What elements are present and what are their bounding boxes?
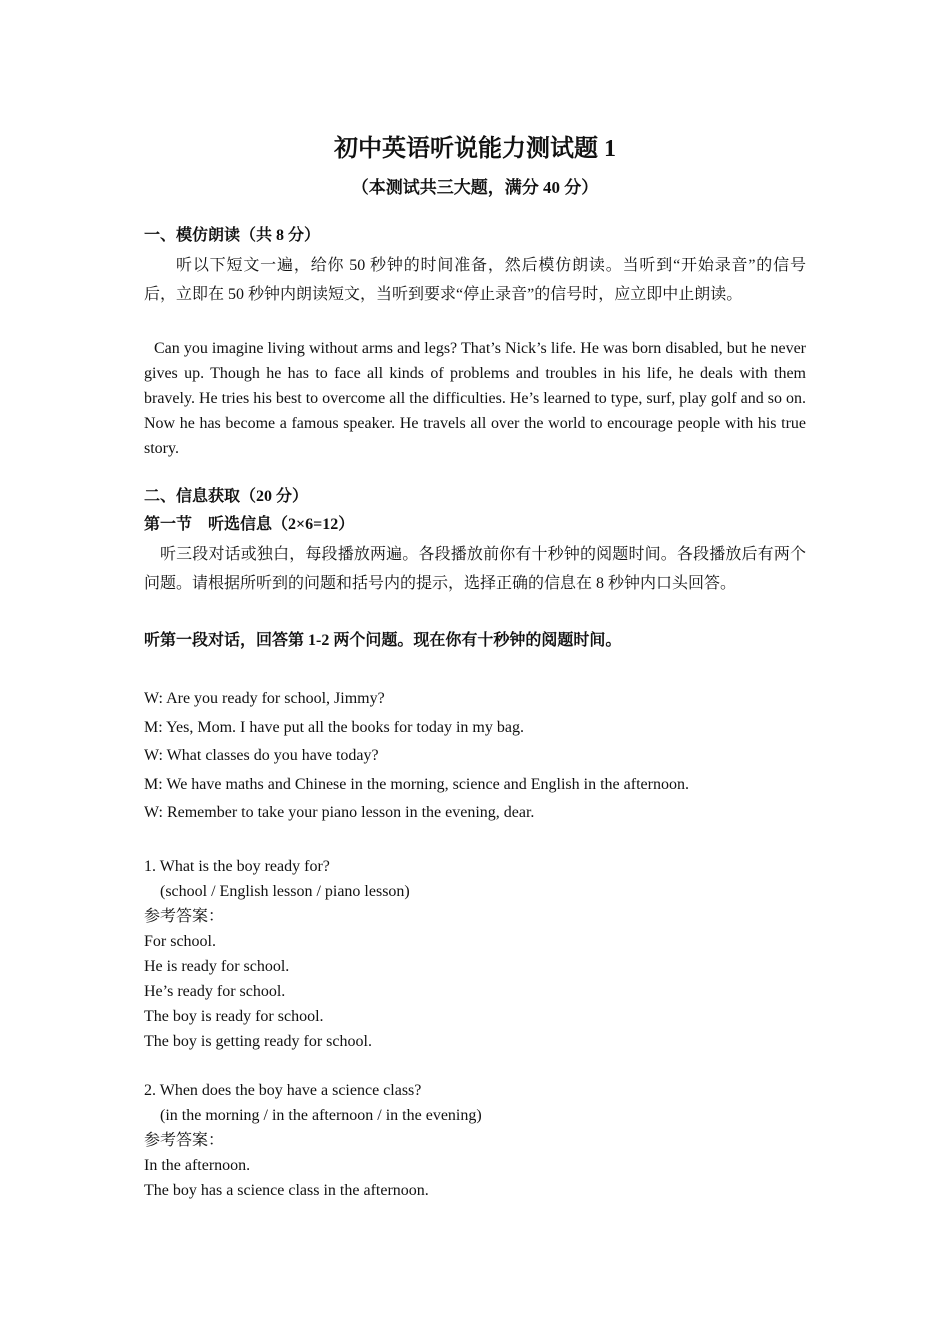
dialogue-line: W: Remember to take your piano lesson in the evening, dear.	[144, 804, 535, 821]
dialogue-line: W: What classes do you have today?	[144, 747, 379, 764]
part2-heading: 二、信息获取（20 分）	[144, 488, 309, 505]
part1-heading: 一、模仿朗读（共 8 分）	[144, 227, 321, 244]
part2-section1-instruction: 听三段对话或独白，每段播放两遍。各段播放前你有十秒钟的阅题时间。各段播放后有两个问题。请根据所听到的问题和括号内的提示，选择正确的信息在 8 秒钟内口头回答。	[144, 546, 806, 592]
question-1-answer: He is ready for school.	[144, 958, 290, 975]
part1-instruction: 听以下短文一遍，给你 50 秒钟的时间准备，然后模仿朗读。当听到“开始录音”的信号后，立即在 50 秒钟内朗读短文，当听到要求“停止录音”的信号时，应立即中止朗读。	[144, 257, 806, 303]
page-title: 初中英语听说能力测试题 1	[334, 136, 616, 162]
dialogue-line: M: We have maths and Chinese in the morning, science and English in the afternoon.	[144, 776, 689, 793]
dialogue-line: M: Yes, Mom. I have put all the books for today in my bag.	[144, 719, 524, 736]
dialogue1-prompt: 听第一段对话，回答第 1-2 两个问题。现在你有十秒钟的阅题时间。	[144, 632, 622, 649]
question-1-answer-label: 参考答案：	[144, 908, 225, 925]
page-subtitle: （本测试共三大题，满分 40 分）	[351, 178, 599, 197]
question-2-answer: In the afternoon.	[144, 1157, 251, 1174]
question-1-hint: (school / English lesson / piano lesson)	[160, 883, 410, 900]
question-1-answer: The boy is ready for school.	[144, 1008, 324, 1025]
part2-section1-heading: 第一节 听选信息（2×6=12）	[144, 516, 355, 533]
question-2-answer: The boy has a science class in the afternoon.	[144, 1182, 429, 1199]
question-2-hint: (in the morning / in the afternoon / in the evening)	[160, 1107, 482, 1124]
question-2-answer-label: 参考答案：	[144, 1132, 225, 1149]
part1-passage: Can you imagine living without arms and legs? That’s Nick’s life. He was born disabled, but he never gives up. Though he has to face all kinds of problems and troubles in his life, he deals with them bravely. He tries his best to overcome all the difficulties. He’s learned to type, surf, play golf and so on. Now he has become a famous speaker. He travels all over the world to encourage people with his true story.	[144, 340, 806, 457]
dialogue-line: W: Are you ready for school, Jimmy?	[144, 690, 385, 707]
question-1: 1. What is the boy ready for?	[144, 858, 330, 875]
question-1-answer: He’s ready for school.	[144, 983, 286, 1000]
question-1-answer: The boy is getting ready for school.	[144, 1033, 372, 1050]
question-1-answer: For school.	[144, 933, 216, 950]
question-2: 2. When does the boy have a science class?	[144, 1082, 422, 1099]
